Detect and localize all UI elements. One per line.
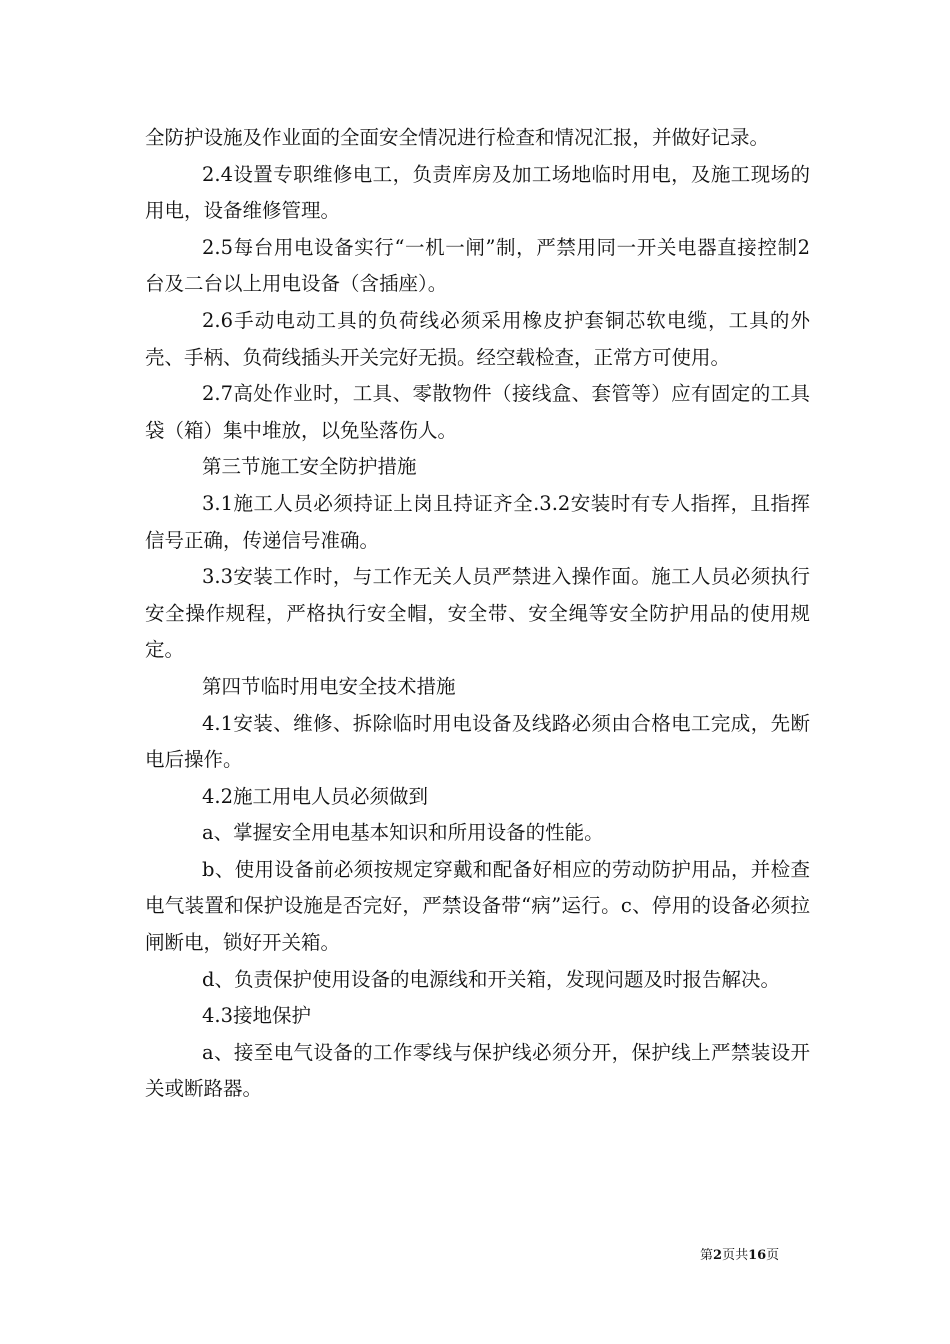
list-item: b、使用设备前必须按规定穿戴和配备好相应的劳动防护用品，并检查电气装置和保护设施是否完好，严禁设备带“病”运行。c、停用的设备必须拉闸断电，锁好开关箱。 (145, 857, 810, 955)
paragraph: 3.3安装工作时，与工作无关人员严禁进入操作面。施工人员必须执行安全操作规程，严格执行安全帽，安全带、安全绳等安全防护用品的使用规定。 (145, 565, 810, 662)
paragraph: 4.1安装、维修、拆除临时用电设备及线路必须由合格电工完成，先断电后操作。 (145, 711, 810, 772)
current-page-number: 2 (713, 1248, 723, 1263)
page-number-footer (700, 1248, 820, 1264)
paragraph: 2.4设置专职维修电工，负责库房及加工场地临时用电，及施工现场的用电，设备维修管理。 (145, 162, 810, 223)
paragraph: 2.6手动电动工具的负荷线必须采用橡皮护套铜芯软电缆，工具的外壳、手柄、负荷线插头开关完好无损。经空载检查，正常方可使用。 (145, 308, 810, 369)
footer-middle: 页共 (722, 1248, 749, 1263)
paragraph: 3.1施工人员必须持证上岗且持证齐全.3.2安装时有专人指挥，且指挥信号正确，传递信号准确。 (145, 491, 810, 552)
paragraph: 2.7高处作业时，工具、零散物件（接线盒、套管等）应有固定的工具袋（箱）集中堆放，以免坠落伤人。 (145, 382, 810, 442)
section-heading: 第三节施工安全防护措施 (202, 455, 417, 479)
paragraph: 4.2施工用电人员必须做到 (202, 784, 429, 808)
paragraph: 全防护设施及作业面的全面安全情况进行检查和情况汇报，并做好记录。 (145, 126, 770, 149)
section-heading: 第四节临时用电安全技术措施 (202, 674, 456, 698)
list-item: d、负责保护使用设备的电源线和开关箱，发现问题及时报告解决。 (202, 967, 780, 991)
document-body (145, 120, 810, 1108)
paragraph: 2.5每台用电设备实行“一机一闸”制，严禁用同一开关电器直接控制2台及二台以上用电设备（含插座）。 (145, 235, 810, 296)
list-item: a、接至电气设备的工作零线与保护线必须分开，保护线上严禁装设开关或断路器。 (145, 1040, 810, 1101)
list-item: a、掌握安全用电基本知识和所用设备的性能。 (202, 821, 604, 845)
footer-suffix: 页 (766, 1248, 780, 1263)
paragraph: 4.3接地保护 (202, 1004, 312, 1028)
total-page-count: 16 (748, 1248, 767, 1263)
footer-prefix: 第 (700, 1248, 714, 1263)
